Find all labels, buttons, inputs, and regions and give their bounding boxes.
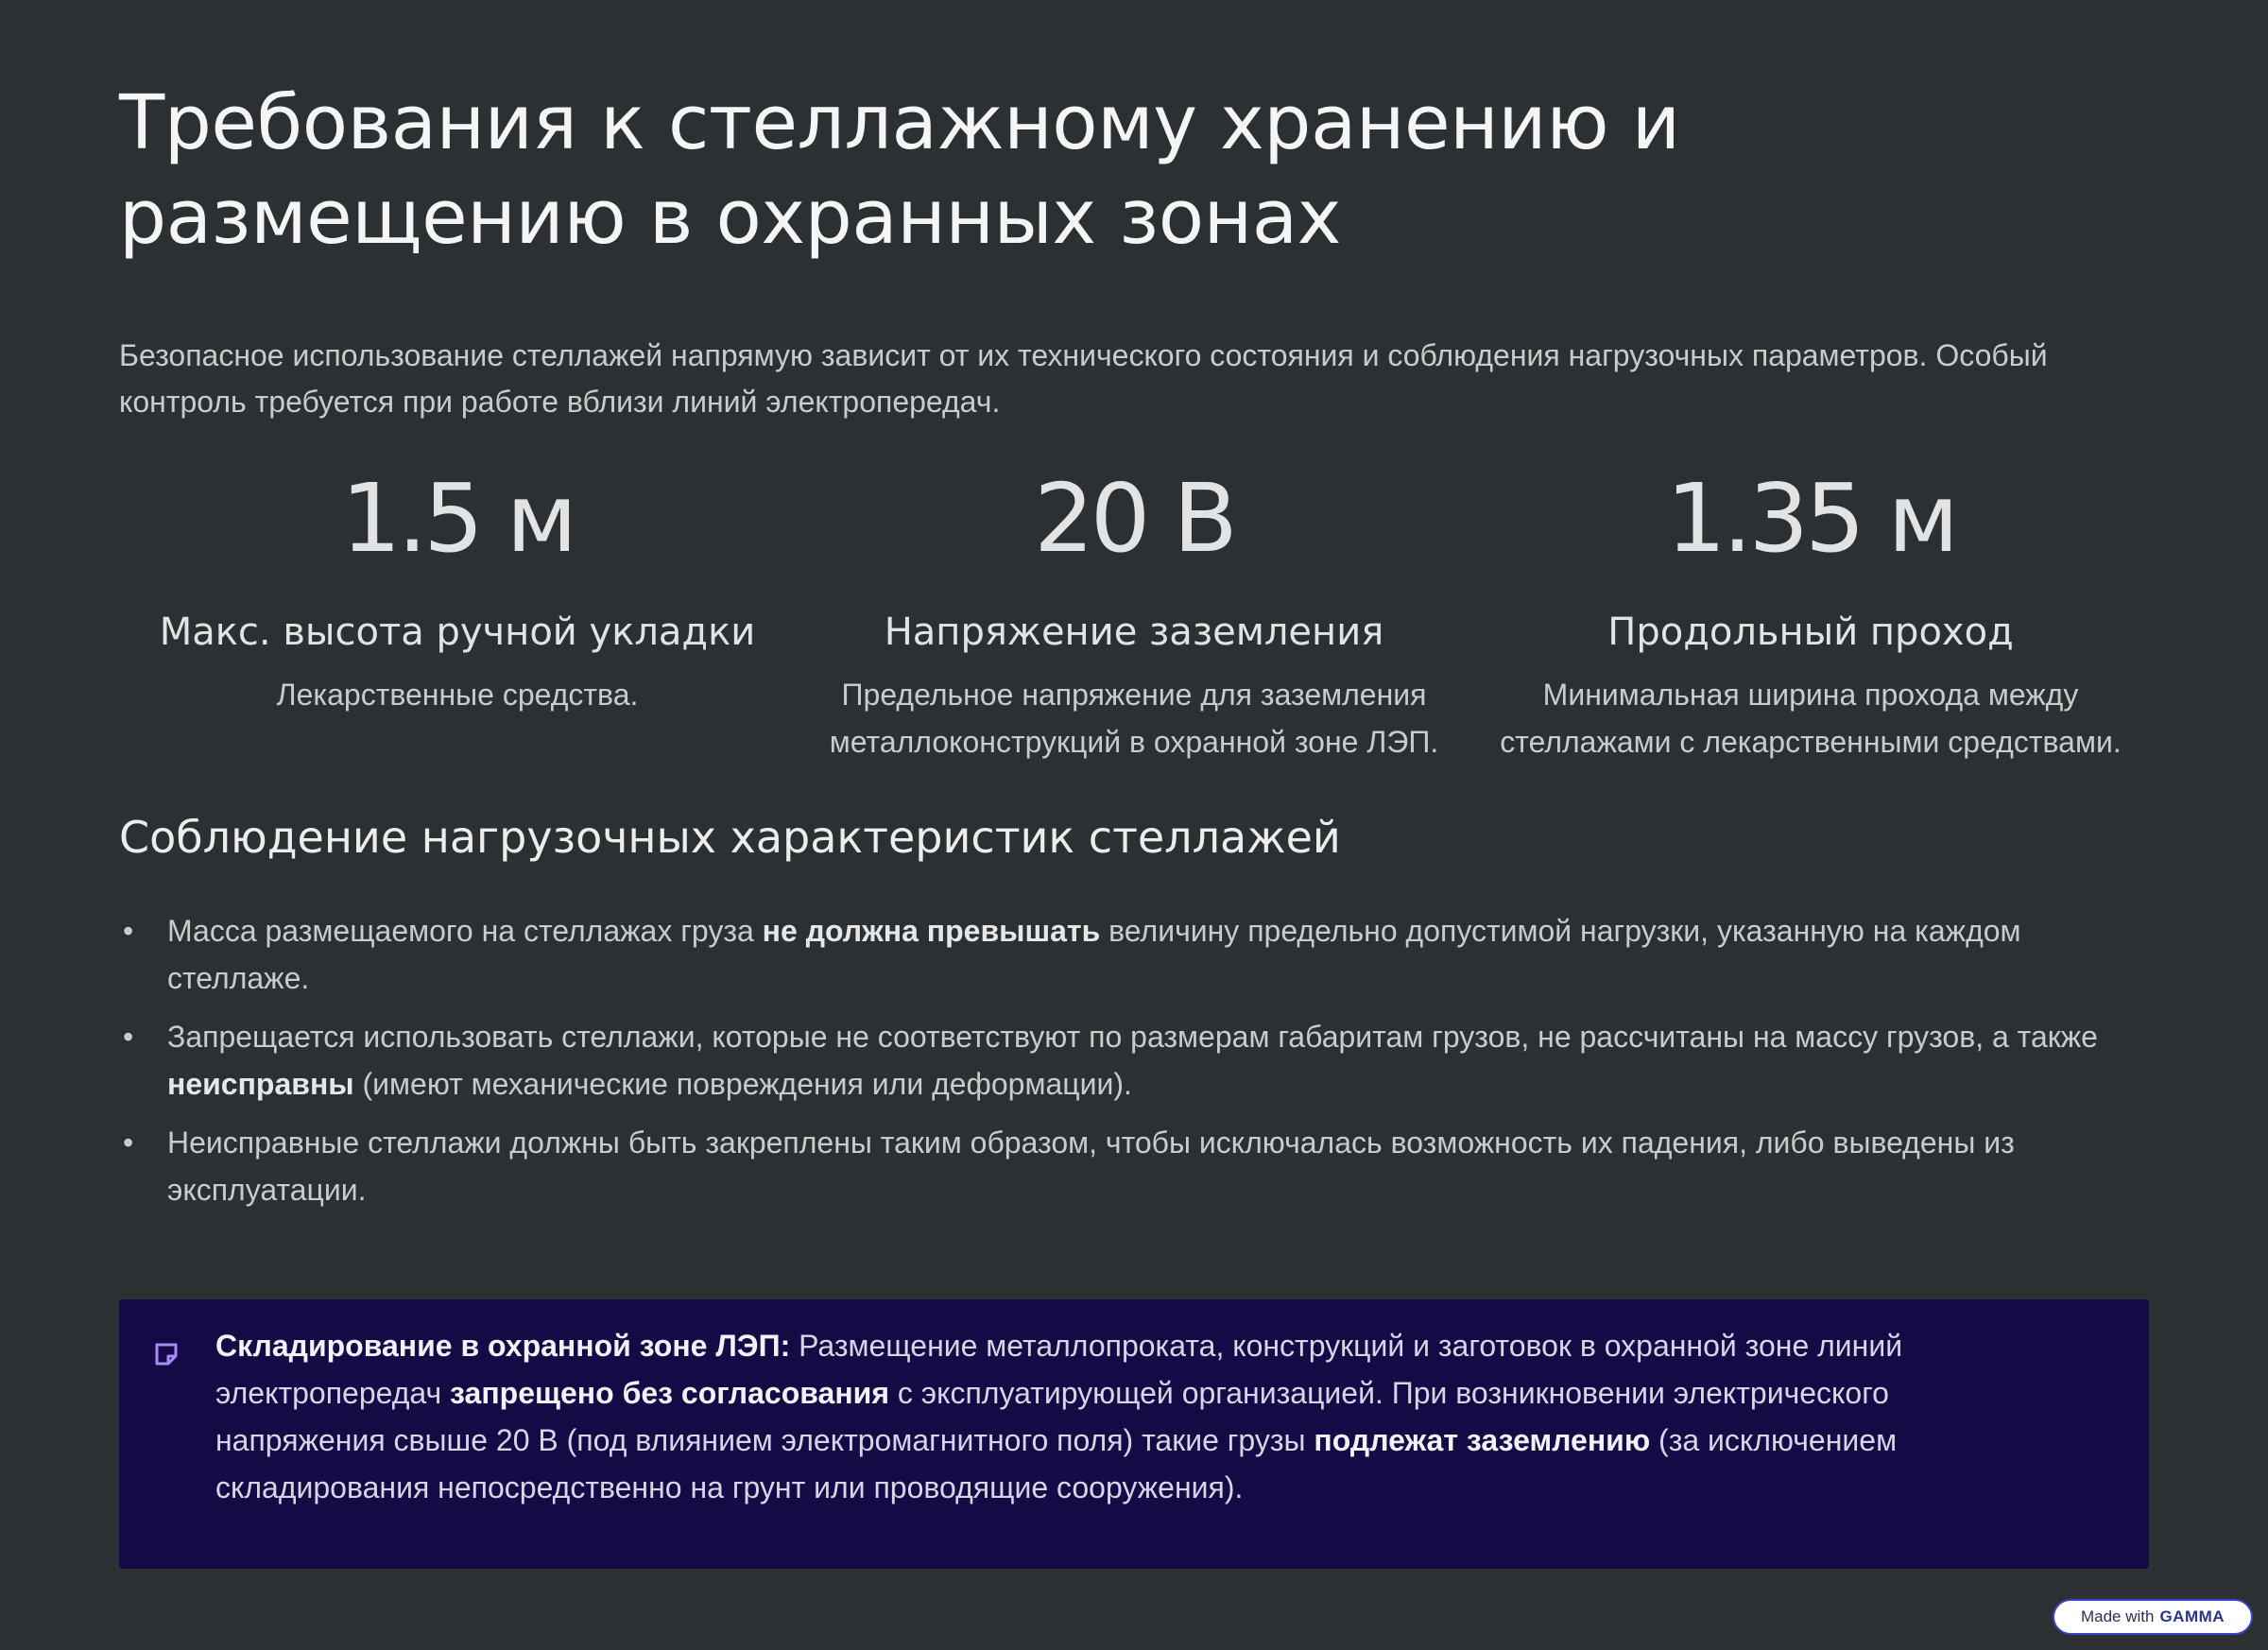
- rule-text: Запрещается использовать стеллажи, которые не соответствуют по размерам габаритам грузов, не рассчитаны на массу грузов, а также: [167, 1020, 2098, 1054]
- badge-prefix: Made with: [2080, 1607, 2155, 1625]
- rule-text: Неисправные стеллажи должны быть закреплены таким образом, чтобы исключалась возможность их падения, либо выведены из эксплуатации.: [167, 1126, 2015, 1207]
- stat-value: 20 В: [1034, 463, 1234, 574]
- note-text-part: Размещение металлопроката, конструкций и заготовок в охранной зоне линий электропередач: [215, 1329, 1903, 1410]
- note-heading: Складирование в охранной зоне ЛЭП:: [215, 1329, 791, 1363]
- note-emphasis: подлежат заземлению: [1314, 1423, 1651, 1457]
- list-item: [119, 907, 2149, 1002]
- bullet: •: [123, 1126, 134, 1160]
- stat-manual-height: [119, 463, 796, 765]
- stats-row: [119, 463, 2149, 765]
- rule-emphasis: не должна превышать: [762, 914, 1101, 948]
- stat-description: Предельное напряжение для заземления металлоконструкций в охранной зоне ЛЭП.: [829, 678, 1439, 759]
- note-text-part: с эксплуатирующей организацией. При возникновении электрического напряжения свыше 20 В (под влиянием электромагнитного поля) такие грузы: [215, 1376, 1889, 1457]
- stat-value: 1.35 м: [1666, 463, 1955, 574]
- stat-label: Макс. высота ручной укладки: [159, 610, 756, 654]
- stat-value: 1.5 м: [340, 463, 575, 574]
- bullet: •: [123, 1020, 134, 1054]
- stat-aisle-width: [1472, 463, 2149, 765]
- list-item: [119, 1119, 2149, 1213]
- stat-label: Продольный проход: [1607, 610, 2014, 654]
- section-title: Соблюдение нагрузочных характеристик стеллажей: [119, 812, 1341, 863]
- note-emphasis: запрещено без согласования: [450, 1376, 889, 1410]
- note-callout: [119, 1299, 2149, 1569]
- rule-text: величину предельно допустимой нагрузки, указанную на каждом стеллаже.: [167, 914, 2021, 995]
- slide: [119, 76, 2149, 1504]
- stat-description: Лекарственные средства.: [276, 678, 639, 712]
- gamma-logo: GAMMA: [2159, 1607, 2225, 1625]
- stat-label: Напряжение заземления: [884, 610, 1384, 654]
- stat-grounding-voltage: [796, 463, 1472, 765]
- page-title: Требования к стеллажному хранению и размещению в охранных зонах: [119, 79, 1680, 261]
- rule-emphasis: неисправны: [167, 1067, 354, 1101]
- sticky-note-icon: [153, 1341, 180, 1367]
- note-text: [215, 1322, 2017, 1511]
- lead-paragraph: Безопасное использование стеллажей напрямую зависит от их технического состояния и соблюдения нагрузочных параметров. Особый контроль требуется при работе вблизи линий электропередач.: [119, 338, 2048, 419]
- rule-text: Масса размещаемого на стеллажах груза: [167, 914, 763, 948]
- rule-text: (имеют механические повреждения или деформации).: [353, 1067, 1132, 1101]
- list-item: [119, 1013, 2149, 1108]
- bullet: •: [123, 914, 134, 948]
- made-with-gamma-badge[interactable]: [2053, 1599, 2253, 1635]
- stat-description: Минимальная ширина прохода между стеллажами с лекарственными средствами.: [1500, 678, 2122, 759]
- note-text-part: (за исключением складирования непосредственно на грунт или проводящие сооружения).: [215, 1423, 1898, 1504]
- rules-list: [119, 907, 2149, 1213]
